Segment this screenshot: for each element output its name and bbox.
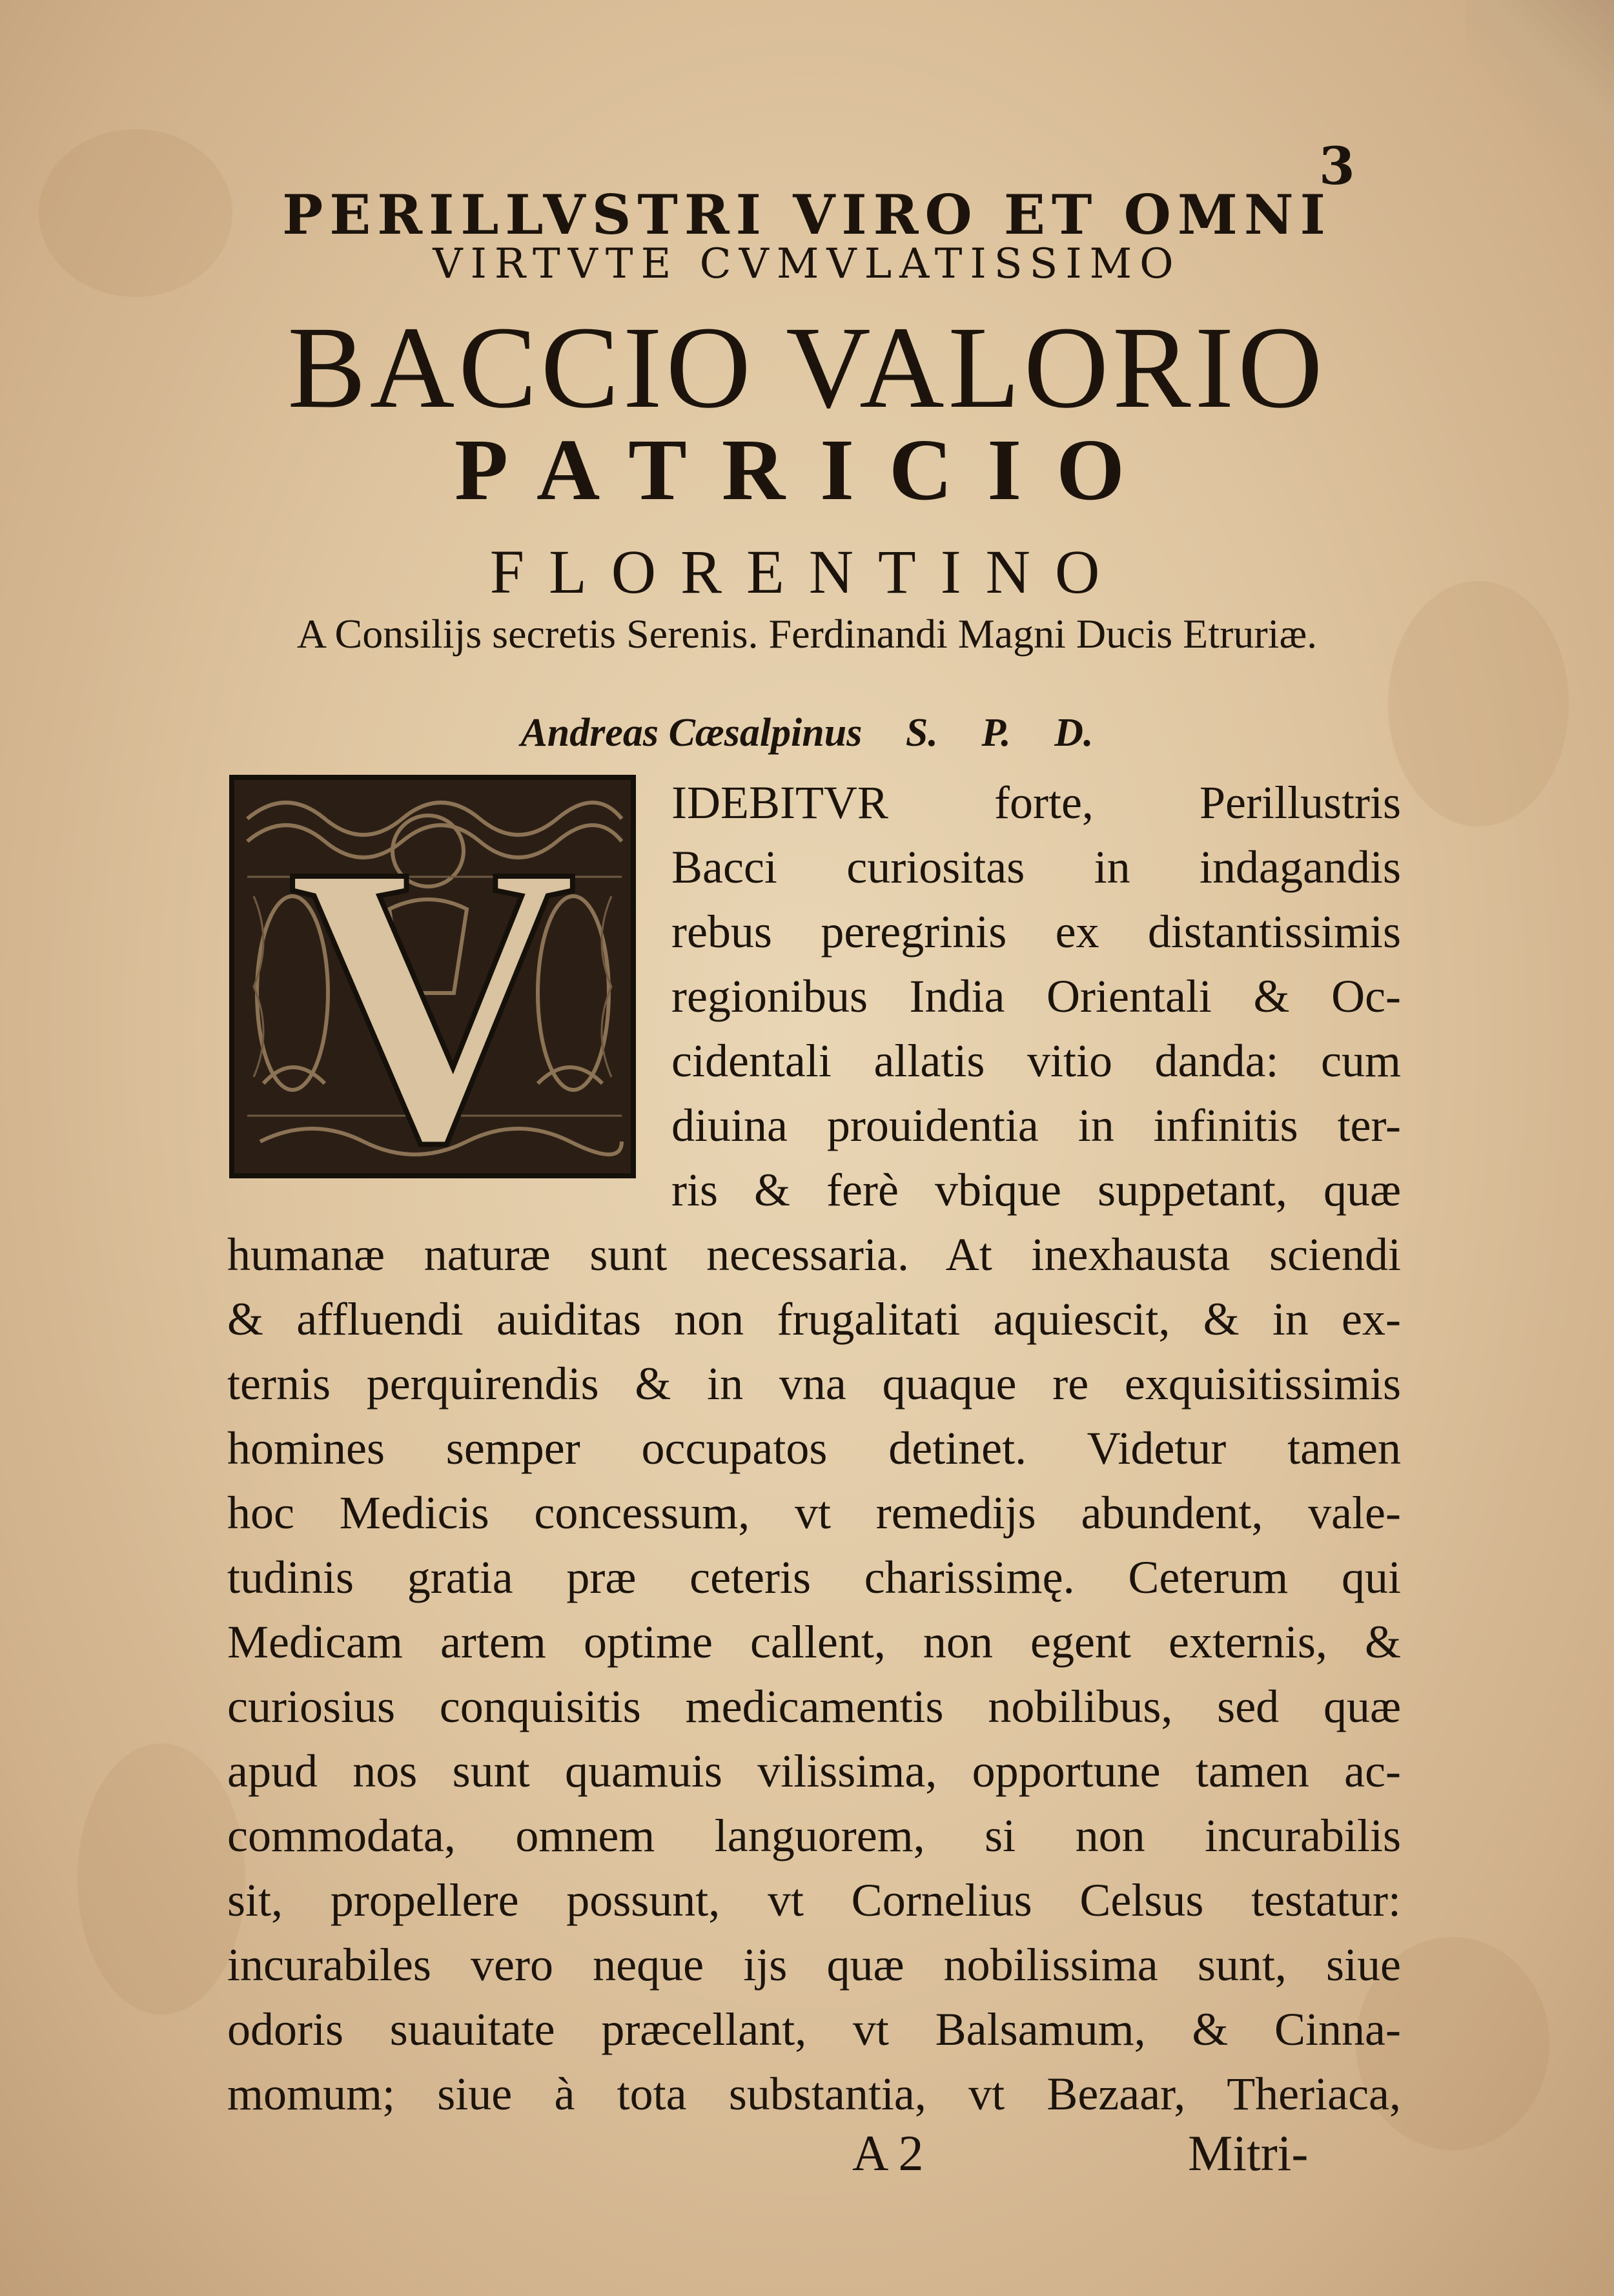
page-corner-fold — [1466, 0, 1614, 168]
text-line-3: rebus peregrinis ex distantissimis — [671, 906, 1401, 958]
text-line-16: apud nos sunt quamuis vilissima, opportune tamen ac- — [227, 1745, 1401, 1797]
text-line-10: ternis perquirendis & in vna quaque re exquisitissimis — [227, 1358, 1401, 1409]
dedication-line-1: PERILLVSTRI VIRO ET OMNI — [282, 183, 1332, 247]
text-line-21: momum; siue à tota substantia, vt Bezaar, Theriaca, — [227, 2068, 1401, 2120]
text-line-7: ris & ferè vbique suppetant, quæ — [671, 1164, 1401, 1216]
text-line-8: humanæ naturæ sunt necessaria. At inexhausta sciendi — [227, 1229, 1401, 1280]
text-line-14: Medicam artem optime callent, non egent externis, & — [227, 1616, 1401, 1668]
text-line-13: tudinis gratia præ ceteris charissimę. Ceterum qui — [227, 1552, 1401, 1603]
dedication-line-5: FLORENTINO — [489, 537, 1125, 606]
salutation-p: P. — [981, 711, 1011, 755]
text-line-18: sit, propellere possunt, vt Cornelius Celsus testatur: — [227, 1874, 1401, 1926]
catchword: Mitri- — [1188, 2125, 1309, 2181]
text-line-6: diuina prouidentia in infinitis ter- — [671, 1100, 1401, 1151]
text-line-1: IDEBITVR forte, Perillustris — [671, 777, 1401, 828]
dedicatee-name: BACCIO VALORIO — [287, 303, 1327, 433]
salutation-d: D. — [1054, 711, 1094, 755]
dedication-line-2: VIRTVTE CVMVLATISSIMO — [433, 240, 1181, 288]
text-line-5: cidentali allatis vitio danda: cum — [671, 1035, 1401, 1087]
salutation — [0, 710, 1614, 756]
text-line-17: commodata, omnem languorem, si non incurabilis — [227, 1810, 1401, 1861]
page-number: 3 — [1319, 136, 1355, 196]
salutation-s: S. — [905, 711, 938, 755]
signature-mark: A 2 — [852, 2125, 924, 2181]
dedication-line-6: A Consilijs secretis Serenis. Ferdinandi Magni Ducis Etruriæ. — [296, 611, 1318, 657]
text-line-20: odoris suauitate præcellant, vt Balsamum, & Cinna- — [227, 2004, 1401, 2055]
text-line-15: curiosius conquisitis medicamentis nobilibus, sed quæ — [227, 1681, 1401, 1732]
initial-letter-v: V — [288, 783, 577, 1173]
text-line-12: hoc Medicis concessum, vt remedijs abundent, vale- — [227, 1487, 1401, 1539]
text-line-19: incurabiles vero neque ijs quæ nobilissima sunt, siue — [227, 1939, 1401, 1991]
paper-stain — [77, 1743, 245, 2014]
text-line-2: Bacci curiositas in indagandis — [671, 841, 1401, 893]
text-line-9: & affluendi auiditas non frugalitati aquiescit, & in ex- — [227, 1293, 1401, 1345]
text-line-11: homines semper occupatos detinet. Videtur tamen — [227, 1422, 1401, 1474]
dedication-line-4: PATRICIO — [455, 422, 1159, 518]
salutation-author: Andreas Cæsalpinus — [520, 711, 863, 755]
decorated-initial — [229, 775, 636, 1178]
text-line-4: regionibus India Orientali & Oc- — [671, 970, 1401, 1022]
